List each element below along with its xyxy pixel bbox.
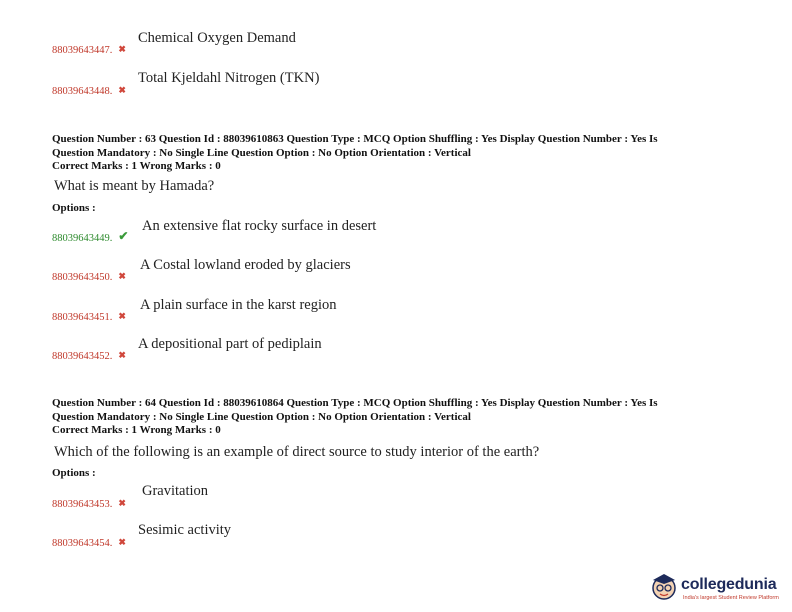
question-meta-line: Question Mandatory : No Single Line Question Option : No Option Orientation : Vertical xyxy=(52,410,471,423)
option-id: 88039643447. xyxy=(52,45,113,56)
check-icon: ✔ xyxy=(118,229,129,243)
cross-icon: ✖ xyxy=(118,498,126,508)
option-text: A plain surface in the karst region xyxy=(140,297,337,313)
cross-icon: ✖ xyxy=(118,537,126,547)
question-meta xyxy=(52,397,752,438)
option-text: Gravitation xyxy=(142,483,209,499)
option-id: 88039643451. xyxy=(52,312,113,323)
question-meta-line: Question Number : 64 Question Id : 88039610864 Question Type : MCQ Option Shuffling : Yes Display Question Number : Yes Is xyxy=(52,397,658,409)
option-id: 88039643450. xyxy=(52,272,113,283)
options-label: Options : xyxy=(52,467,96,479)
cross-icon: ✖ xyxy=(118,350,126,360)
option-row xyxy=(52,533,126,551)
question-meta xyxy=(52,133,752,174)
cross-icon: ✖ xyxy=(118,311,126,321)
options-label: Options : xyxy=(52,202,96,214)
question-meta-line: Question Mandatory : No Single Line Question Option : No Option Orientation : Vertical xyxy=(52,146,471,159)
cross-icon: ✖ xyxy=(118,44,126,54)
option-row xyxy=(52,40,126,58)
option-row xyxy=(52,346,126,364)
option-text: An extensive flat rocky surface in desert xyxy=(142,218,377,234)
option-id: 88039643448. xyxy=(52,86,113,97)
option-row xyxy=(52,228,128,246)
question-text: Which of the following is an example of direct source to study interior of the earth? xyxy=(54,444,540,460)
option-row xyxy=(52,494,126,512)
mascot-icon xyxy=(649,570,679,602)
question-meta-line: Question Number : 63 Question Id : 88039610863 Question Type : MCQ Option Shuffling : Yes Display Question Number : Yes Is xyxy=(52,133,658,145)
option-text: A depositional part of pediplain xyxy=(138,336,322,352)
option-row xyxy=(52,81,126,99)
question-marks: Correct Marks : 1 Wrong Marks : 0 xyxy=(52,424,221,436)
cross-icon: ✖ xyxy=(118,271,126,281)
option-id: 88039643453. xyxy=(52,499,113,510)
logo-wordmark: collegedunia xyxy=(681,576,777,593)
option-text: A Costal lowland eroded by glaciers xyxy=(140,257,351,273)
question-text: What is meant by Hamada? xyxy=(54,178,215,194)
option-text: Total Kjeldahl Nitrogen (TKN) xyxy=(138,70,320,86)
option-row xyxy=(52,307,126,325)
option-id: 88039643454. xyxy=(52,538,113,549)
collegedunia-logo xyxy=(649,566,784,606)
logo-tagline: India's largest Student Review Platform xyxy=(683,595,779,601)
cross-icon: ✖ xyxy=(118,85,126,95)
option-id: 88039643452. xyxy=(52,351,113,362)
option-id: 88039643449. xyxy=(52,233,113,244)
option-text: Chemical Oxygen Demand xyxy=(138,30,296,46)
option-row xyxy=(52,267,126,285)
question-marks: Correct Marks : 1 Wrong Marks : 0 xyxy=(52,160,221,172)
option-text: Sesimic activity xyxy=(138,522,232,538)
